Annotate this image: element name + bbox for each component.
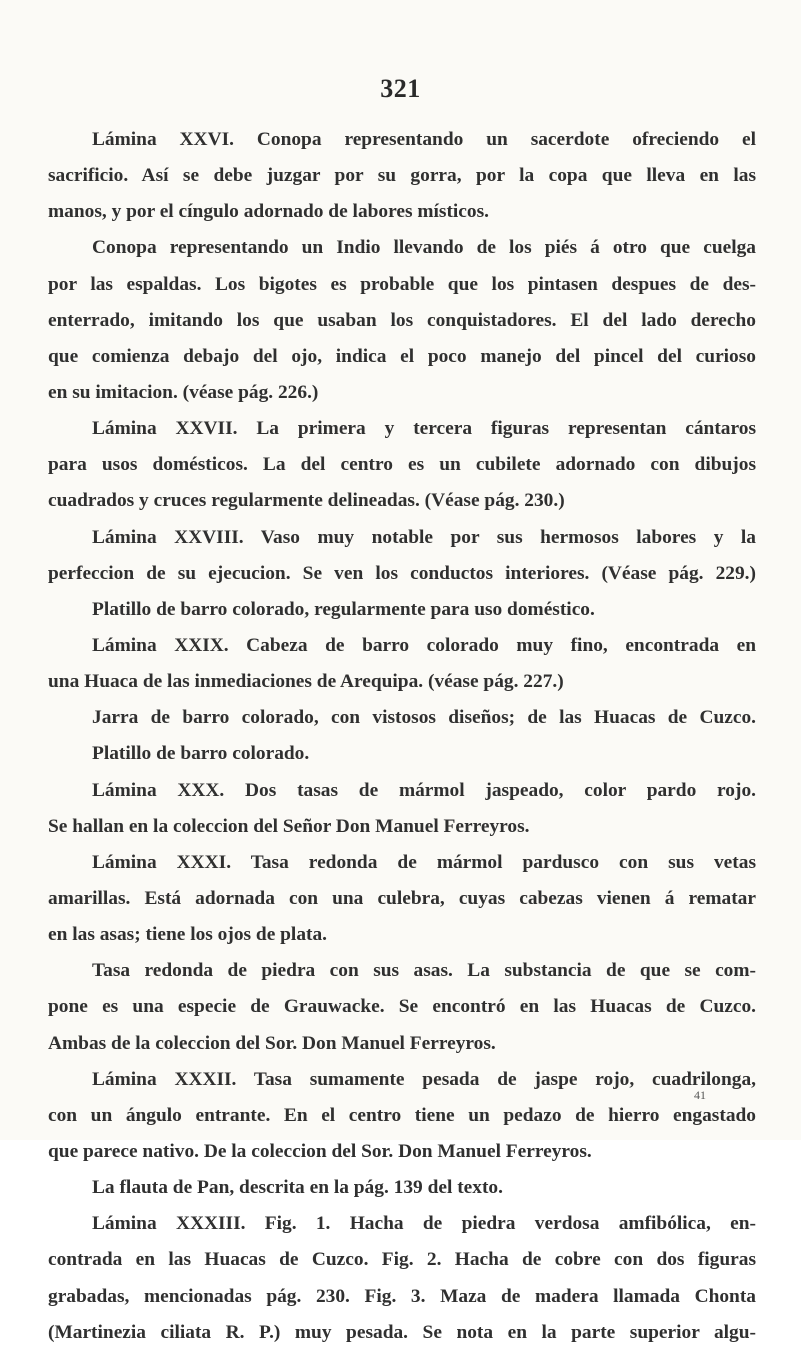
text-line: con un ángulo entrante. En el centro tiene un pedazo de hierro engastado [48,1104,756,1126]
text-line: que parece nativo. De la coleccion del Sor. Don Manuel Ferreyros. [48,1140,592,1162]
text-line: Lámina XXXII. Tasa sumamente pesada de jaspe rojo, cuadrilonga, [92,1068,756,1090]
text-line: por las espaldas. Los bigotes es probable que los pintasen despues de des- [48,273,756,295]
text-line: Lámina XXX. Dos tasas de mármol jaspeado, color pardo rojo. [92,779,756,801]
text-line: perfeccion de su ejecucion. Se ven los conductos interiores. (Véase pág. 229.) [48,562,756,584]
text-line: contrada en las Huacas de Cuzco. Fig. 2. Hacha de cobre con dos figuras [48,1249,756,1271]
text-line: Lámina XXXIII. Fig. 1. Hacha de piedra verdosa amfibólica, en- [92,1213,756,1235]
text-line: Se hallan en la coleccion del Señor Don Manuel Ferreyros. [48,815,530,837]
text-line: Lámina XXXI. Tasa redonda de mármol pardusco con sus vetas [92,851,756,873]
text-line: Platillo de barro colorado. [92,743,310,765]
text-line: Lámina XXVIII. Vaso muy notable por sus hermosos labores y la [92,526,756,548]
text-line: en las asas; tiene los ojos de plata. [48,924,328,946]
text-line: La flauta de Pan, descrita en la pág. 139 del texto. [92,1177,503,1199]
text-line: Lámina XXIX. Cabeza de barro colorado muy fino, encontrada en [92,634,756,656]
text-line: pone es una especie de Grauwacke. Se encontró en las Huacas de Cuzco. [48,996,756,1018]
text-line: Platillo de barro colorado, regularmente para uso doméstico. [92,598,595,620]
signature-mark: 41 [694,1088,706,1102]
body-text [48,122,756,1351]
text-line: Lámina XXVII. La primera y tercera figuras representan cántaros [92,418,756,440]
text-line: amarillas. Está adornada con una culebra, cuyas cabezas vienen á rematar [48,887,756,909]
text-line: en su imitacion. (véase pág. 226.) [48,381,319,403]
text-line: (Martinezia ciliata R. P.) muy pesada. Se nota en la parte superior algu- [48,1321,756,1343]
text-line: enterrado, imitando los que usaban los conquistadores. El del lado derecho [48,309,756,331]
text-line: Ambas de la coleccion del Sor. Don Manuel Ferreyros. [48,1032,496,1054]
text-line: Jarra de barro colorado, con vistosos diseños; de las Huacas de Cuzco. [92,707,756,729]
text-line: una Huaca de las inmediaciones de Arequipa. (véase pág. 227.) [48,671,564,693]
text-line: Tasa redonda de piedra con sus asas. La substancia de que se com- [92,960,756,982]
text-line: grabadas, mencionadas pág. 230. Fig. 3. Maza de madera llamada Chonta [48,1285,756,1307]
text-line: que comienza debajo del ojo, indica el poco manejo del pincel del curioso [48,345,756,367]
text-line: manos, y por el cíngulo adornado de labores místicos. [48,201,489,223]
text-line: Lámina XXVI. Conopa representando un sacerdote ofreciendo el [92,129,756,150]
text-line: sacrificio. Así se debe juzgar por su gorra, por la copa que lleva en las [48,165,756,187]
text-line: Conopa representando un Indio llevando de los piés á otro que cuelga [92,237,756,259]
text-line: para usos domésticos. La del centro es un cubilete adornado con dibujos [48,454,756,476]
text-line: cuadrados y cruces regularmente delineadas. (Véase pág. 230.) [48,490,565,512]
page-number: 321 [380,74,421,103]
